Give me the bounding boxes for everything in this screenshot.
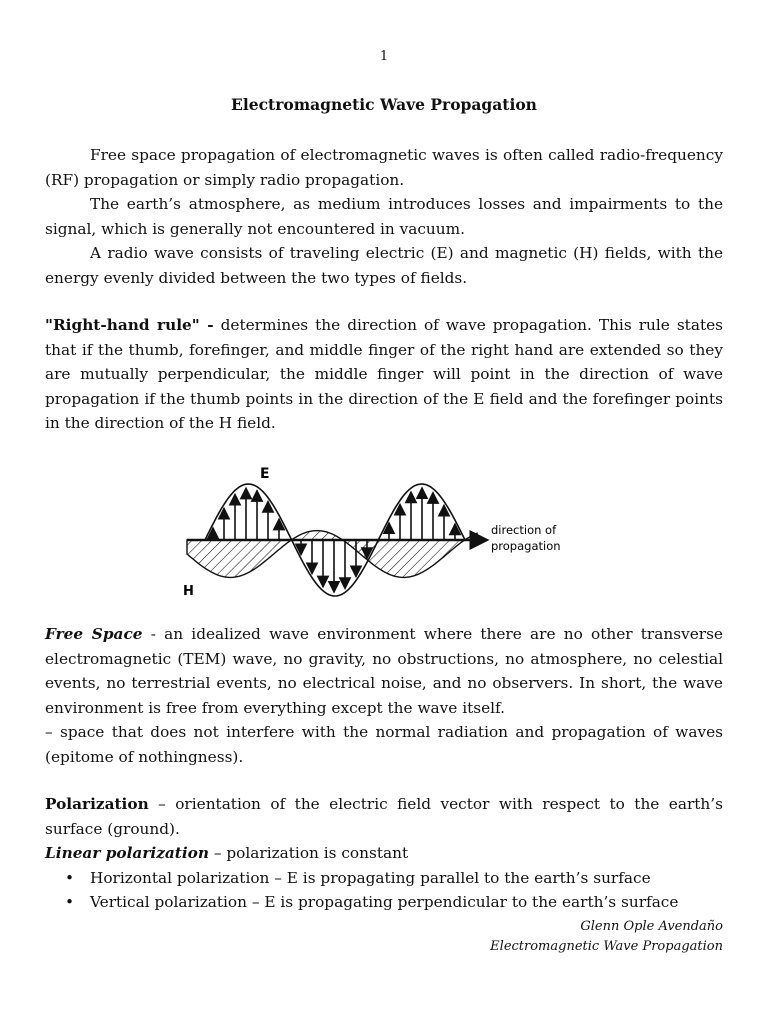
right-hand-rule-text: determines the direction of wave propagation. This rule states that if the thumb, forefinger, and middle finger of the right hand are extended so they are mutually perpendicular, the middle finger will point in the direction of wave propagation if the thumb points in the direction of the E field and the forefinger points in the direction of the H field.: [45, 316, 723, 432]
polarization-paragraph: [45, 792, 723, 841]
linear-polarization-text: – polarization is constant: [209, 844, 409, 862]
linear-polarization-paragraph: [45, 841, 723, 866]
page-title: Electromagnetic Wave Propagation: [231, 95, 537, 114]
intro-paragraph-3: A radio wave consists of traveling electric (E) and magnetic (H) fields, with the energy evenly divided between the two types of fields.: [45, 244, 723, 287]
polarization-list: [45, 866, 723, 915]
propagation-label-line1: direction of: [491, 523, 557, 537]
intro-section: [45, 143, 723, 290]
e-field-label: E: [260, 466, 270, 482]
page-footer: [490, 917, 723, 957]
polarization-section: [45, 792, 723, 915]
polarization-term: Polarization: [45, 795, 149, 813]
footer-author: Glenn Ople Avendaño: [580, 919, 723, 934]
right-hand-rule-section: [45, 313, 723, 436]
free-space-section: [45, 622, 723, 769]
em-wave-figure: [175, 458, 575, 608]
footer-doc-title: Electromagnetic Wave Propagation: [490, 939, 723, 954]
page-number: 1: [379, 49, 389, 64]
free-space-paragraph: [45, 622, 723, 720]
list-item: • Vertical polarization – E is propagating perpendicular to the earth’s surface: [45, 890, 723, 915]
free-space-term: Free Space: [45, 625, 143, 643]
free-space-text: - an idealized wave environment where there are no other transverse electromagnetic (TEM) wave, no gravity, no obstructions, no atmosphere, no celestial events, no terrestrial events, no electrical noise, and no observers. In short, the wave environment is free from everything except the wave itself.: [45, 625, 723, 717]
right-hand-rule-term: "Right-hand rule" -: [45, 316, 214, 334]
right-hand-rule-paragraph: [45, 313, 723, 436]
intro-paragraph-2: The earth’s atmosphere, as medium introduces losses and impairments to the signal, which is generally not encountered in vacuum.: [45, 195, 723, 238]
propagation-label-line2: propagation: [491, 539, 561, 553]
intro-paragraph-1: Free space propagation of electromagnetic waves is often called radio-frequency (RF) propagation or simply radio propagation.: [45, 146, 723, 189]
list-item: • Horizontal polarization – E is propagating parallel to the earth’s surface: [45, 866, 723, 891]
polarization-text: – orientation of the electric field vector with respect to the earth’s surface (ground).: [45, 795, 723, 838]
linear-polarization-term: Linear polarization: [45, 844, 210, 862]
free-space-paragraph-2: – space that does not interfere with the normal radiation and propagation of waves (epitome of nothingness).: [45, 723, 723, 766]
h-field-label: H: [183, 584, 194, 599]
